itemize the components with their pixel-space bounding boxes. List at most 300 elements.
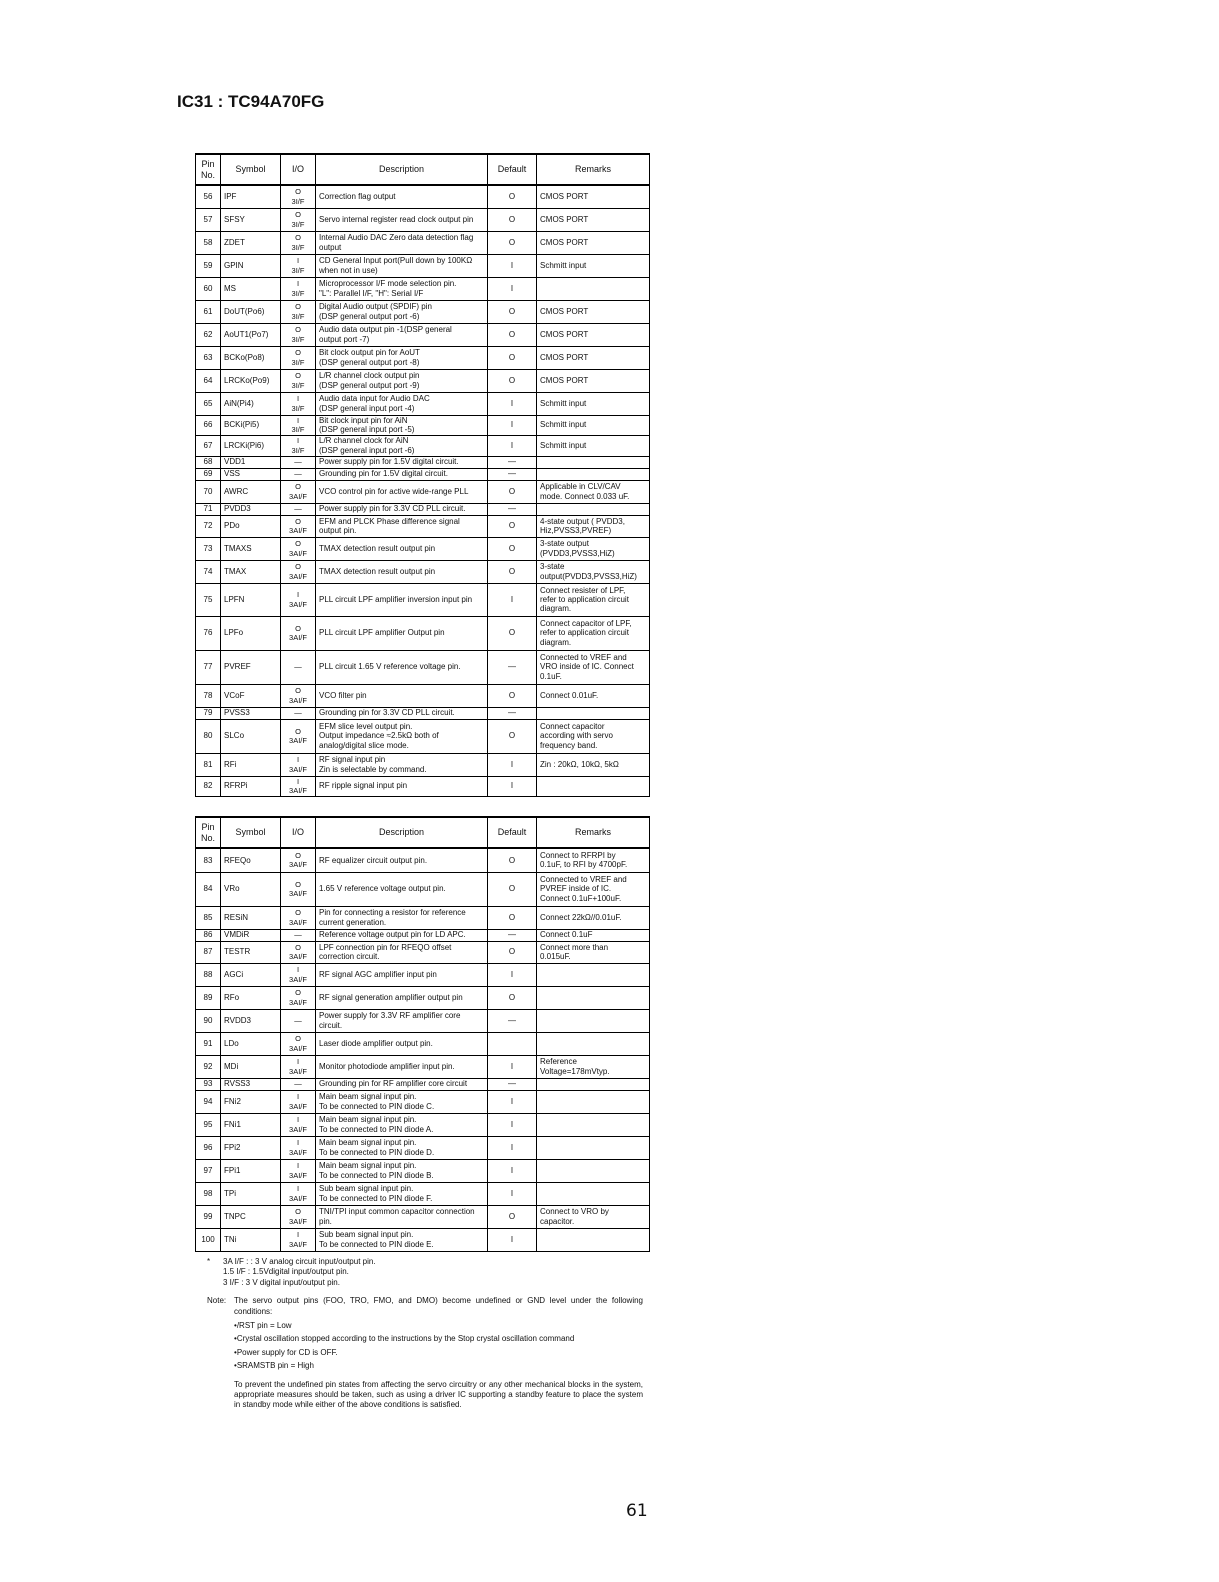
io-line: O [295,942,301,952]
description-cell [316,1055,488,1078]
description-cell [316,1136,488,1159]
default-cell: O [488,906,537,929]
description-cell [316,254,488,277]
default-cell: I [488,753,537,776]
io-line: 3AI/F [289,526,307,535]
default-cell: O [488,872,537,906]
symbol-cell: FPi1 [221,1159,281,1182]
symbol-cell: PVDD3 [221,503,281,515]
footnote-star: * [207,1257,211,1266]
io-line: 3AI/F [289,997,307,1007]
description-cell [316,941,488,963]
pin-number-cell: 80 [196,719,221,753]
default-cell: I [488,1182,537,1205]
io-line: I [296,1230,300,1240]
io-line: 3AI/F [289,491,307,501]
description-line: Power supply for 3.3V RF amplifier core [319,1011,461,1021]
io-cell [281,684,316,707]
remarks-cell [537,456,650,468]
remarks-line: Reference [540,1057,577,1067]
description-line: RF ripple signal input pin [319,781,408,791]
io-line: O [295,850,301,860]
table-header-row [196,154,650,185]
symbol-cell: GPIN [221,254,281,277]
remarks-line: Connected to VREF and [540,875,627,885]
symbol-cell: VCoF [221,684,281,707]
table-row [196,753,650,776]
table-row [196,707,650,719]
default-cell: O [488,480,537,503]
note-block [207,1296,643,1411]
description-cell [316,1009,488,1032]
io-line: — [294,469,302,479]
remarks-line: Connect 0.01uF. [540,690,599,700]
io-line: O [295,302,301,312]
description-line: Power supply pin for 3.3V CD PLL circuit. [319,504,466,514]
symbol-cell: VMDiR [221,929,281,941]
symbol-cell: FNi2 [221,1090,281,1113]
remarks-cell [537,300,650,323]
description-line: Microprocessor I/F mode selection pin. [319,279,457,289]
io-cell [281,848,316,872]
default-cell: — [488,1078,537,1090]
description-line: Power supply pin for 1.5V digital circuit. [319,457,459,467]
remarks-cell [537,963,650,986]
symbol-cell: RVSS3 [221,1078,281,1090]
remarks-cell [537,323,650,346]
io-line: I [296,1057,300,1067]
remarks-cell [537,208,650,231]
io-line: 3AI/F [289,1193,307,1203]
table-row [196,231,650,254]
io-cell [281,776,316,796]
io-cell [281,906,316,929]
io-line: I [296,590,300,600]
description-cell [316,753,488,776]
remarks-cell [537,1136,650,1159]
io-cell [281,208,316,231]
remarks-cell [537,650,650,684]
description-line: RF equalizer circuit output pin. [319,855,428,865]
pin-number-cell: 64 [196,369,221,392]
remarks-line: capacitor. [540,1216,575,1226]
pin-number-cell: 58 [196,231,221,254]
description-cell [316,185,488,208]
remarks-cell [537,560,650,583]
io-cell [281,415,316,435]
description-cell [316,1032,488,1055]
pin-number-cell: 73 [196,537,221,560]
remarks-cell [537,435,650,456]
description-cell [316,503,488,515]
condition-item: • SRAMSTB pin = High [234,1361,643,1371]
page-number: 61 [626,1501,648,1521]
default-cell: — [488,503,537,515]
io-line: — [294,1015,302,1025]
io-cell [281,707,316,719]
pin-table-1-body [196,185,650,796]
pin-number-cell: 67 [196,435,221,456]
default-cell: I [488,1228,537,1251]
table-row [196,1182,650,1205]
io-line: 3I/F [291,311,305,321]
remarks-cell [537,1078,650,1090]
remarks-cell [537,684,650,707]
pin-number-cell: 85 [196,906,221,929]
symbol-cell: ZDET [221,231,281,254]
description-line: analog/digital slice mode. [319,740,409,750]
description-line: RF signal AGC amplifier input pin [319,969,437,979]
io-line: — [294,708,302,718]
remarks-line: 3-state [540,562,565,572]
remarks-line: 4-state output ( PVDD3, [540,516,625,526]
description-cell [316,906,488,929]
default-cell: O [488,208,537,231]
table-row [196,537,650,560]
description-line: Digital Audio output (SPDIF) pin [319,302,432,312]
description-line: L/R channel clock output pin [319,371,420,381]
default-cell: O [488,848,537,872]
description-line: Main beam signal input pin. [319,1092,417,1102]
io-cell [281,537,316,560]
pin-number-cell: 82 [196,776,221,796]
table-row [196,323,650,346]
symbol-cell: DoUT(Po6) [221,300,281,323]
remarks-line: diagram. [540,637,572,647]
symbol-cell: TMAX [221,560,281,583]
io-line: I [296,1092,300,1102]
io-line: 3AI/F [289,695,307,705]
description-cell [316,707,488,719]
header-description: Description [316,817,488,848]
io-cell [281,254,316,277]
table-row [196,1078,650,1090]
remarks-line: diagram. [540,604,572,614]
default-cell: O [488,616,537,650]
io-line: O [295,879,301,889]
description-line: Grounding pin for 3.3V CD PLL circuit. [319,708,455,718]
description-line: To be connected to PIN diode E. [319,1239,434,1249]
description-cell [316,300,488,323]
remarks-line: Connect capacitor of LPF, [540,619,632,629]
remarks-line: Hiz,PVSS3,PVREF) [540,526,612,535]
note-label: Note: [207,1296,227,1306]
remarks-line: Connect 0.1uF+100uF. [540,893,622,903]
remarks-cell [537,1205,650,1228]
description-line: EFM slice level output pin. [319,722,413,732]
table-row [196,254,650,277]
table-row [196,906,650,929]
table-row [196,560,650,583]
io-line: O [295,686,301,696]
io-line: 3AI/F [289,736,307,745]
description-line: Laser diode amplifier output pin. [319,1038,433,1048]
table-row [196,1055,650,1078]
pin-number-cell: 98 [196,1182,221,1205]
remarks-line: Schmitt input [540,440,587,450]
remarks-cell [537,719,650,753]
table-row [196,963,650,986]
io-line: O [295,562,301,572]
io-line: O [295,210,301,220]
io-line: 3AI/F [289,952,307,961]
remarks-line: Connected to VREF and [540,653,627,663]
remarks-cell [537,616,650,650]
table-row [196,277,650,300]
symbol-cell: LDo [221,1032,281,1055]
page-title: IC31 : TC94A70FG [177,92,325,111]
table-row [196,719,650,753]
description-line: Audio data output pin -1(DSP general [319,325,452,335]
symbol-cell: RFEQo [221,848,281,872]
io-line: I [296,1161,300,1171]
header-default: Default [488,154,537,185]
description-line: TNI/TPI input common capacitor connection [319,1207,475,1217]
io-line: I [296,415,300,425]
description-line: Bit clock output pin for AoUT [319,348,420,358]
description-line: PLL circuit LPF amplifier Output pin [319,628,445,638]
description-cell [316,468,488,480]
description-line: RF signal input pin [319,755,386,765]
symbol-cell: LRCKi(Pi6) [221,435,281,456]
header-io: I/O [281,817,316,848]
io-cell [281,480,316,503]
remarks-cell [537,515,650,537]
pin-table-1 [195,153,650,797]
io-line: — [294,662,302,672]
io-cell [281,185,316,208]
io-line: 3AI/F [289,1101,307,1111]
io-line: O [295,233,301,243]
condition-item: • /RST pin = Low [234,1321,643,1331]
remarks-line: 0.015uF. [540,952,571,961]
table-row [196,1136,650,1159]
io-cell [281,941,316,963]
io-line: 3AI/F [289,1170,307,1180]
io-line: 3AI/F [289,917,307,927]
remarks-cell [537,537,650,560]
io-line: O [295,539,301,549]
io-cell [281,616,316,650]
io-line: 3AI/F [289,599,307,609]
remarks-cell [537,468,650,480]
default-cell: O [488,719,537,753]
io-cell [281,392,316,415]
io-cell [281,929,316,941]
io-line: — [294,504,302,514]
default-cell: O [488,941,537,963]
pin-number-cell: 89 [196,986,221,1009]
table-row [196,1032,650,1055]
symbol-cell: IPF [221,185,281,208]
pin-number-cell: 66 [196,415,221,435]
symbol-cell: AWRC [221,480,281,503]
description-cell [316,323,488,346]
pin-number-cell: 78 [196,684,221,707]
pin-number-cell: 75 [196,583,221,616]
io-cell [281,1009,316,1032]
pin-number-cell: 60 [196,277,221,300]
remarks-line: PVREF inside of IC. [540,884,612,894]
note-text: The servo output pins (FOO, TRO, FMO, and DMO) become undefined or GND level under the following conditions: [234,1296,643,1316]
header-default: Default [488,817,537,848]
io-line: I [296,279,300,289]
description-line: Sub beam signal input pin. [319,1184,414,1194]
remarks-cell [537,1228,650,1251]
default-cell: I [488,1159,537,1182]
pin-number-cell: 90 [196,1009,221,1032]
io-line: 3AI/F [289,571,307,581]
default-cell: I [488,415,537,435]
io-cell [281,560,316,583]
remarks-cell [537,369,650,392]
description-cell [316,560,488,583]
pin-number-cell: 87 [196,941,221,963]
symbol-cell: BCKo(Po8) [221,346,281,369]
default-cell: — [488,468,537,480]
table-row [196,616,650,650]
description-line: correction circuit. [319,952,380,961]
table-row [196,929,650,941]
condition-list [234,1321,643,1372]
description-cell [316,1078,488,1090]
remarks-line: Connect more than [540,942,609,952]
default-cell: I [488,1136,537,1159]
table-row [196,185,650,208]
description-line: (DSP general input port -5) [319,425,415,434]
remarks-line: Voltage=178mVtyp. [540,1066,610,1076]
io-cell [281,1205,316,1228]
io-cell [281,650,316,684]
pin-number-cell: 91 [196,1032,221,1055]
description-line: Main beam signal input pin. [319,1138,417,1148]
description-cell [316,583,488,616]
description-cell [316,277,488,300]
header-symbol: Symbol [221,817,281,848]
description-line: (DSP general output port -8) [319,357,420,367]
pin-number-cell: 68 [196,456,221,468]
header-remarks: Remarks [537,817,650,848]
description-line: To be connected to PIN diode D. [319,1147,435,1157]
remarks-cell [537,503,650,515]
table-row [196,1228,650,1251]
remarks-line: Connect capacitor [540,722,605,732]
remarks-line: Applicable in CLV/CAV [540,482,621,492]
remarks-line: Connect 0.1uF [540,930,593,940]
default-cell: O [488,684,537,707]
table-row [196,346,650,369]
remarks-cell [537,929,650,941]
io-cell [281,1032,316,1055]
default-cell: I [488,963,537,986]
description-cell [316,1228,488,1251]
io-line: I [296,1184,300,1194]
table-header-row [196,817,650,848]
io-line: 3I/F [291,219,305,229]
table-row [196,1009,650,1032]
default-cell: O [488,231,537,254]
remarks-line: CMOS PORT [540,329,589,339]
description-cell [316,231,488,254]
symbol-cell: VSS [221,468,281,480]
io-cell [281,435,316,456]
notes-section [207,1257,643,1411]
symbol-cell: VDD1 [221,456,281,468]
remarks-cell [537,346,650,369]
io-line: O [295,348,301,358]
table-row [196,848,650,872]
description-cell [316,719,488,753]
description-line: output [319,242,342,252]
description-line: Bit clock input pin for AiN [319,415,408,425]
default-cell: — [488,707,537,719]
remarks-cell [537,1032,650,1055]
symbol-cell: AiN(Pi4) [221,392,281,415]
symbol-cell: AGCi [221,963,281,986]
condition-item: • Power supply for CD is OFF. [234,1348,643,1358]
description-line: To be connected to PIN diode C. [319,1101,435,1111]
remarks-line: output(PVDD3,PVSS3,HiZ) [540,571,637,581]
symbol-cell: LRCKo(Po9) [221,369,281,392]
io-line: 3I/F [291,380,305,390]
pin-number-cell: 81 [196,753,221,776]
remarks-line: 0.1uF, to RFI by 4700pF. [540,860,628,870]
remarks-cell [537,753,650,776]
remarks-cell [537,707,650,719]
io-cell [281,323,316,346]
table-row [196,872,650,906]
pin-number-cell: 76 [196,616,221,650]
description-line: TMAX detection result output pin [319,543,436,553]
header-remarks: Remarks [537,154,650,185]
pin-number-cell: 71 [196,503,221,515]
description-line: VCO filter pin [319,690,367,700]
description-line: EFM and PLCK Phase difference signal [319,516,460,526]
description-line: VCO control pin for active wide-range PLL [319,486,469,496]
pin-number-cell: 63 [196,346,221,369]
remarks-line: CMOS PORT [540,352,589,362]
header-symbol: Symbol [221,154,281,185]
description-cell [316,1182,488,1205]
remarks-cell [537,254,650,277]
remarks-line: 3-state output [540,539,589,549]
description-line: PLL circuit 1.65 V reference voltage pin. [319,662,461,672]
description-cell [316,537,488,560]
default-cell: — [488,1009,537,1032]
pin-number-cell: 74 [196,560,221,583]
io-line: I [296,394,300,404]
io-line: — [294,930,302,940]
io-line: 3AI/F [289,764,307,774]
description-line: Internal Audio DAC Zero data detection flag [319,233,474,243]
table-row [196,1113,650,1136]
remarks-cell [537,231,650,254]
description-line: (DSP general input port -6) [319,445,415,455]
table-row [196,941,650,963]
symbol-cell: SLCo [221,719,281,753]
remarks-cell [537,415,650,435]
default-cell: O [488,560,537,583]
pin-number-cell: 57 [196,208,221,231]
description-line: PLL circuit LPF amplifier inversion input pin [319,594,473,604]
symbol-cell: FNi1 [221,1113,281,1136]
io-line: 3AI/F [289,889,307,898]
io-line: 3I/F [291,242,305,252]
pin-number-cell: 77 [196,650,221,684]
io-cell [281,468,316,480]
pin-table-2-body [196,848,650,1251]
io-line: I [296,755,300,765]
